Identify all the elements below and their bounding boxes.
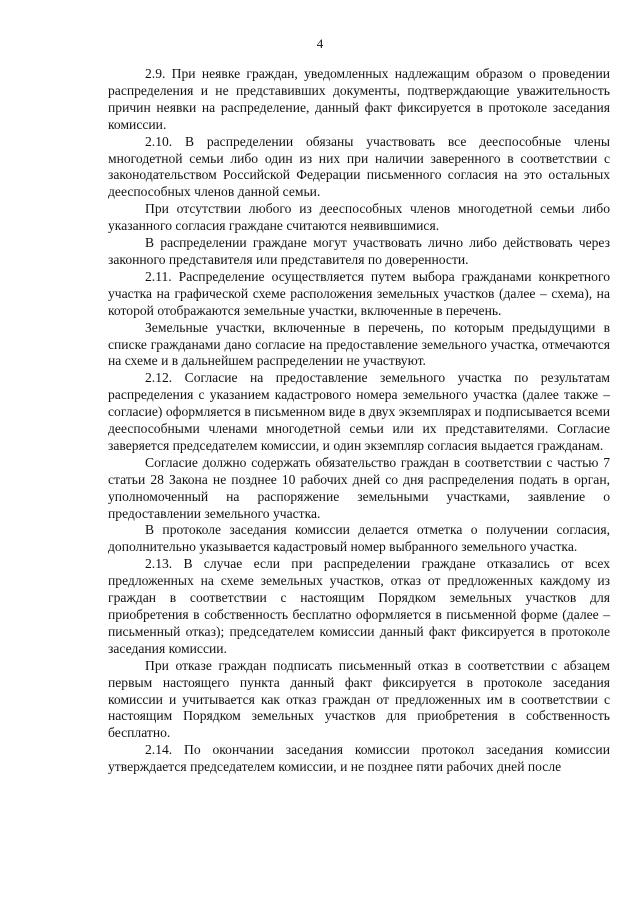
paragraph-protocol-note: В протоколе заседания комиссии делается отметка о получении согласия, дополнительно указывается кадастровый номер выбранного земельного участка.: [108, 522, 610, 555]
paragraph-2-9: 2.9. При неявке граждан, уведомленных надлежащим образом о проведении распределения и не представивших документы, подтверждающие уважительность причин неявки на распределение, данный факт фиксируется в протоколе заседания комиссии.: [108, 66, 610, 132]
page-number: 4: [316, 36, 324, 51]
paragraph-2-12: 2.12. Согласие на предоставление земельного участка по результатам распределения с указанием кадастрового номера земельного участка (далее также – согласие) оформляется в письменном виде в двух экземплярах и подписывается всеми дееспособными членами многодетной семьи или их представителями. Согласие заверяется председателем комиссии, и один экземпляр согласия выдается гражданам.: [108, 370, 610, 453]
paragraph-2-11: 2.11. Распределение осуществляется путем выбора гражданами конкретного участка на графической схеме расположения земельных участков (далее – схема), на которой отображаются земельные участки, включенные в перечень.: [108, 268, 610, 318]
paragraph-2-10: 2.10. В распределении обязаны участвовать все дееспособные члены многодетной семьи либо один из них при наличии заверенного в соответствии с законодательством Российской Федерации письменного согласия на это остальных дееспособных членов данной семьи.: [108, 133, 610, 200]
paragraph-refusal-sign: При отказе граждан подписать письменный отказ в соответствии с абзацем первым настоящего пункта данный факт фиксируется в протоколе заседания комиссии и учитывается как отказ граждан от предложенных им в соответствии с настоящим Порядком земельных участков для приобретения в собственность бесплатно.: [108, 657, 610, 741]
paragraph-representative: В распределении граждане могут участвовать лично либо действовать через законного представителя или представителя по доверенности.: [108, 235, 610, 267]
paragraph-excluded-plots: Земельные участки, включенные в перечень, по которым предыдущими в списке гражданами дано согласие на предоставление земельного участка, отмечаются на схеме и в дальнейшем распределении не участвуют.: [108, 319, 610, 369]
paragraph-absent-members: При отсутствии любого из дееспособных членов многодетной семьи либо указанного согласия граждане считаются неявившимися.: [108, 201, 610, 234]
document-body: [108, 66, 610, 776]
paragraph-2-13: 2.13. В случае если при распределении граждане отказались от всех предложенных на схеме земельных участков, отказ от предложенных каждому из граждан в соответствии с настоящим Порядком земельных участков для приобретения в собственность бесплатно оформляется в письменной форме (далее – письменный отказ); председателем комиссии данный факт фиксируется в протоколе заседания комиссии.: [108, 556, 610, 656]
paragraph-2-14: 2.14. По окончании заседания комиссии протокол заседания комиссии утверждается председателем комиссии, и не позднее пяти рабочих дней после: [108, 742, 610, 775]
paragraph-consent-obligation: Согласие должно содержать обязательство граждан в соответствии с частью 7 статьи 28 Закона не позднее 10 рабочих дней со дня распределения подать в орган, уполномоченный на распоряжение земельными участками, заявление о предоставлении земельного участка.: [108, 454, 610, 521]
